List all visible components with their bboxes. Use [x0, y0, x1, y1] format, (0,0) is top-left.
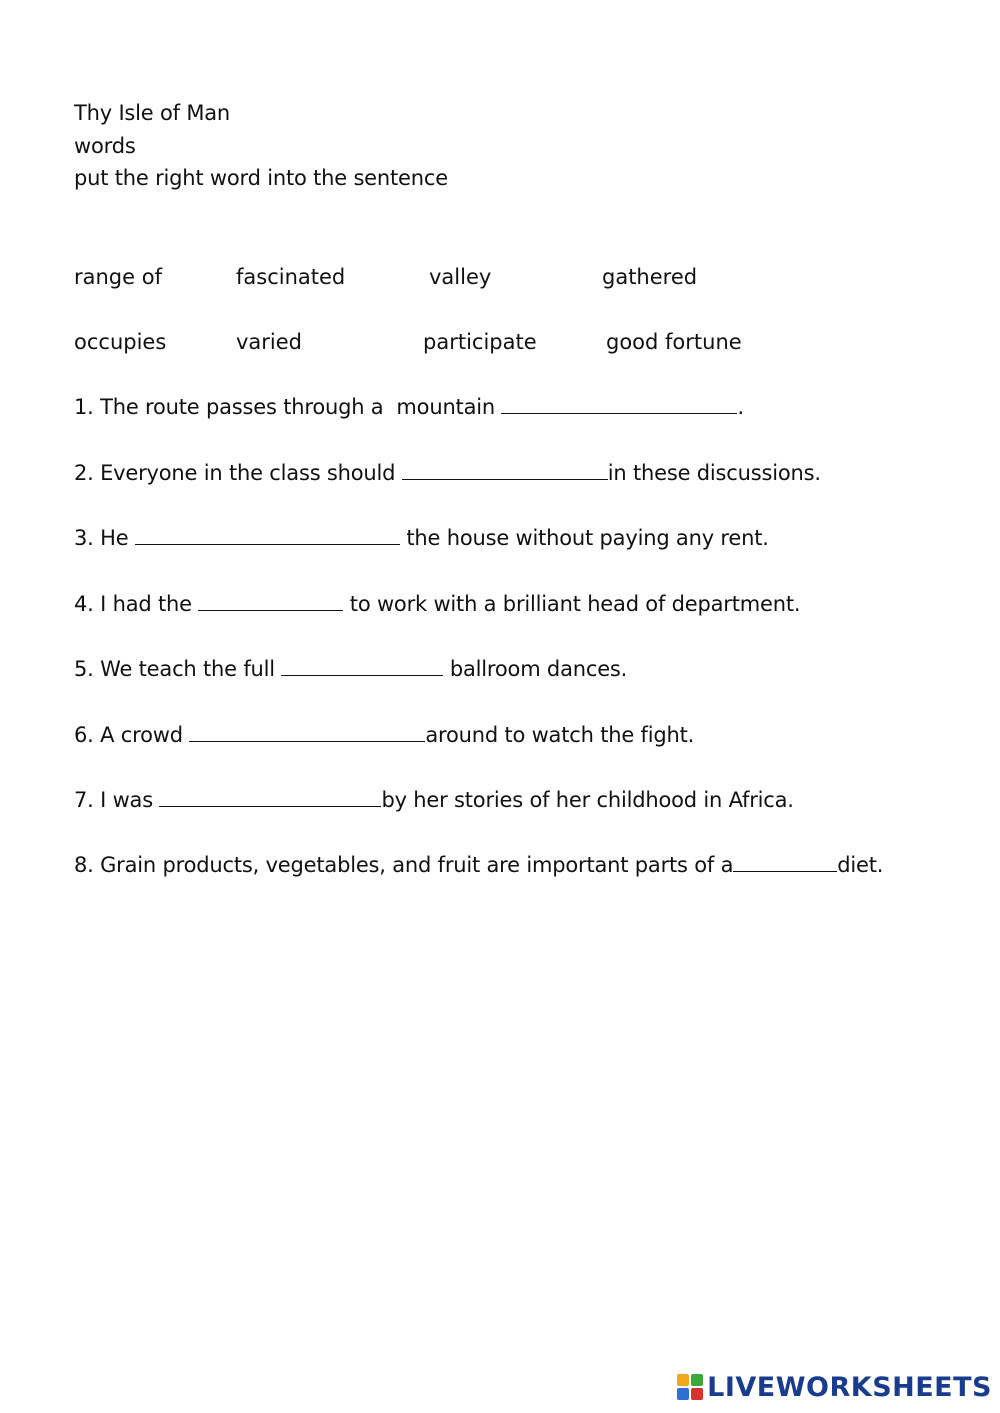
word-bank-item: varied: [236, 330, 303, 354]
word-bank-item: good fortune: [606, 330, 742, 354]
sentence-text-before: 5. We teach the full: [74, 657, 282, 681]
worksheet-subtitle: words: [74, 134, 136, 158]
sentence-text-before: 3. He: [74, 526, 135, 550]
answer-blank[interactable]: [135, 524, 400, 545]
sentence-text-after: the house without paying any rent.: [399, 526, 769, 550]
sentence-6: [74, 721, 694, 749]
sentence-3: [74, 524, 769, 552]
answer-blank[interactable]: [501, 393, 737, 414]
answer-blank[interactable]: [189, 721, 425, 742]
sentence-text-after: by her stories of her childhood in Africa.: [381, 788, 794, 812]
sentence-1: [74, 393, 744, 421]
answer-blank[interactable]: [159, 786, 381, 807]
sentence-text-after: .: [737, 395, 744, 419]
worksheet-title: Thy Isle of Man: [74, 101, 231, 125]
word-bank-item: occupies: [74, 330, 167, 354]
word-bank-item: participate: [423, 330, 537, 354]
logo-square: [677, 1374, 689, 1386]
logo-text: LIVEWORKSHEETS: [707, 1371, 992, 1403]
sentence-2: [74, 459, 821, 487]
answer-blank[interactable]: [281, 655, 443, 676]
word-bank-item: fascinated: [236, 265, 346, 289]
word-bank-item: gathered: [602, 265, 698, 289]
answer-blank[interactable]: [733, 851, 837, 872]
answer-blank[interactable]: [402, 459, 608, 480]
sentence-text-after: diet.: [837, 853, 884, 877]
sentence-text-after: ballroom dances.: [443, 657, 628, 681]
liveworksheets-logo: [677, 1369, 992, 1405]
sentence-text-before: 4. I had the: [74, 592, 199, 616]
sentence-text-before: 1. The route passes through a mountain: [74, 395, 502, 419]
logo-square: [691, 1388, 703, 1400]
sentence-text-after: around to watch the fight.: [425, 723, 695, 747]
word-bank-item: range of: [74, 265, 162, 289]
sentence-text-before: 2. Everyone in the class should: [74, 461, 402, 485]
sentence-text-before: 7. I was: [74, 788, 160, 812]
sentence-8: [74, 851, 883, 879]
word-bank-item: valley: [429, 265, 492, 289]
sentence-5: [74, 655, 627, 683]
sentence-text-after: to work with a brilliant head of department.: [343, 592, 801, 616]
sentence-text-after: in these discussions.: [607, 461, 821, 485]
sentence-text-before: 8. Grain products, vegetables, and fruit are important parts of a: [74, 853, 734, 877]
sentence-7: [74, 786, 794, 814]
logo-mark-icon: [677, 1374, 703, 1400]
logo-square: [677, 1388, 689, 1400]
logo-square: [691, 1374, 703, 1386]
instructions: put the right word into the sentence: [74, 166, 448, 190]
sentence-4: [74, 590, 800, 618]
answer-blank[interactable]: [198, 590, 343, 611]
sentence-text-before: 6. A crowd: [74, 723, 190, 747]
